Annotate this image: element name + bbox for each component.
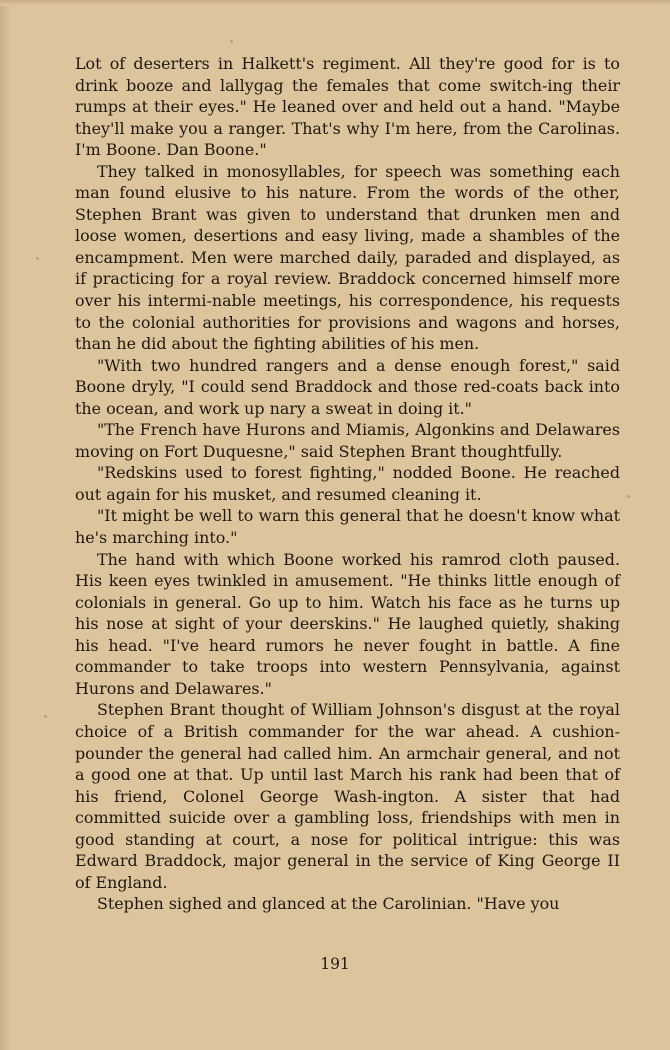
paper-speck bbox=[36, 257, 39, 260]
page-left-edge bbox=[0, 0, 12, 1050]
page-number: 191 bbox=[320, 955, 350, 973]
paper-speck bbox=[230, 40, 233, 43]
paragraph: "It might be well to warn this general that he doesn't know what he's marching into." bbox=[75, 506, 620, 548]
paper-speck bbox=[44, 715, 47, 718]
paragraph: Stephen sighed and glanced at the Carolinian. "Have you bbox=[97, 894, 560, 914]
paragraph: Lot of deserters in Halkett's regiment. All they're good for is to drink booze and lallygag the females that come switch-ing their rumps at their eyes." He leaned over and held out a hand. "Maybe they'll make you a ranger. That's why I'm here, from the Carolinas. I'm Boone. Dan Boone." bbox=[75, 54, 620, 160]
paragraph: They talked in monosyllables, for speech was something each man found elusive to his nature. From the words of the other, Stephen Brant was given to understand that drunken men and loose women, desertions and easy living, made a shambles of the encampment. Men were marched daily, paraded and displayed, as if practicing for a royal review. Braddock concerned himself more over his intermi-nable meetings, his correspondence, his requests to the colonial authorities for provisions and wagons and horses, than he did about the fighting abilities of his men. bbox=[75, 161, 620, 354]
paper-speck bbox=[627, 495, 630, 498]
paragraph: "Redskins used to forest fighting," nodded Boone. He reached out again for his musket, and resumed cleaning it. bbox=[75, 463, 620, 504]
page-top-edge bbox=[0, 0, 670, 6]
paragraph: "With two hundred rangers and a dense enough forest," said Boone dryly, "I could send Braddock and those red-coats back into the ocean, and work up nary a sweat in doing it." bbox=[75, 355, 620, 418]
body-text bbox=[75, 53, 620, 915]
paragraph: Stephen Brant thought of William Johnson's disgust at the royal choice of a British commander for the war ahead. A cushion-pounder the general had called him. An armchair general, and not a good one at that. Up until last March his rank had been that of his friend, Colonel George Wash-ington. A sister that had committed suicide over a gambling loss, friendships with men in good standing at court, a nose for political intrigue: this was Edward Braddock, major general in the service of King George II of England. bbox=[75, 700, 620, 892]
paragraph: The hand with which Boone worked his ramrod cloth paused. His keen eyes twinkled in amusement. "He thinks little enough of colonials in general. Go up to him. Watch his face as he turns up his nose at sight of your deerskins." He laughed quietly, shaking his head. "I've heard rumors he never fought in battle. A fine commander to take troops into western Pennsylvania, against Hurons and Delawares." bbox=[75, 549, 620, 698]
paragraph: "The French have Hurons and Miamis, Algonkins and Delawares moving on Fort Duquesne," said Stephen Brant thoughtfully. bbox=[75, 420, 620, 461]
